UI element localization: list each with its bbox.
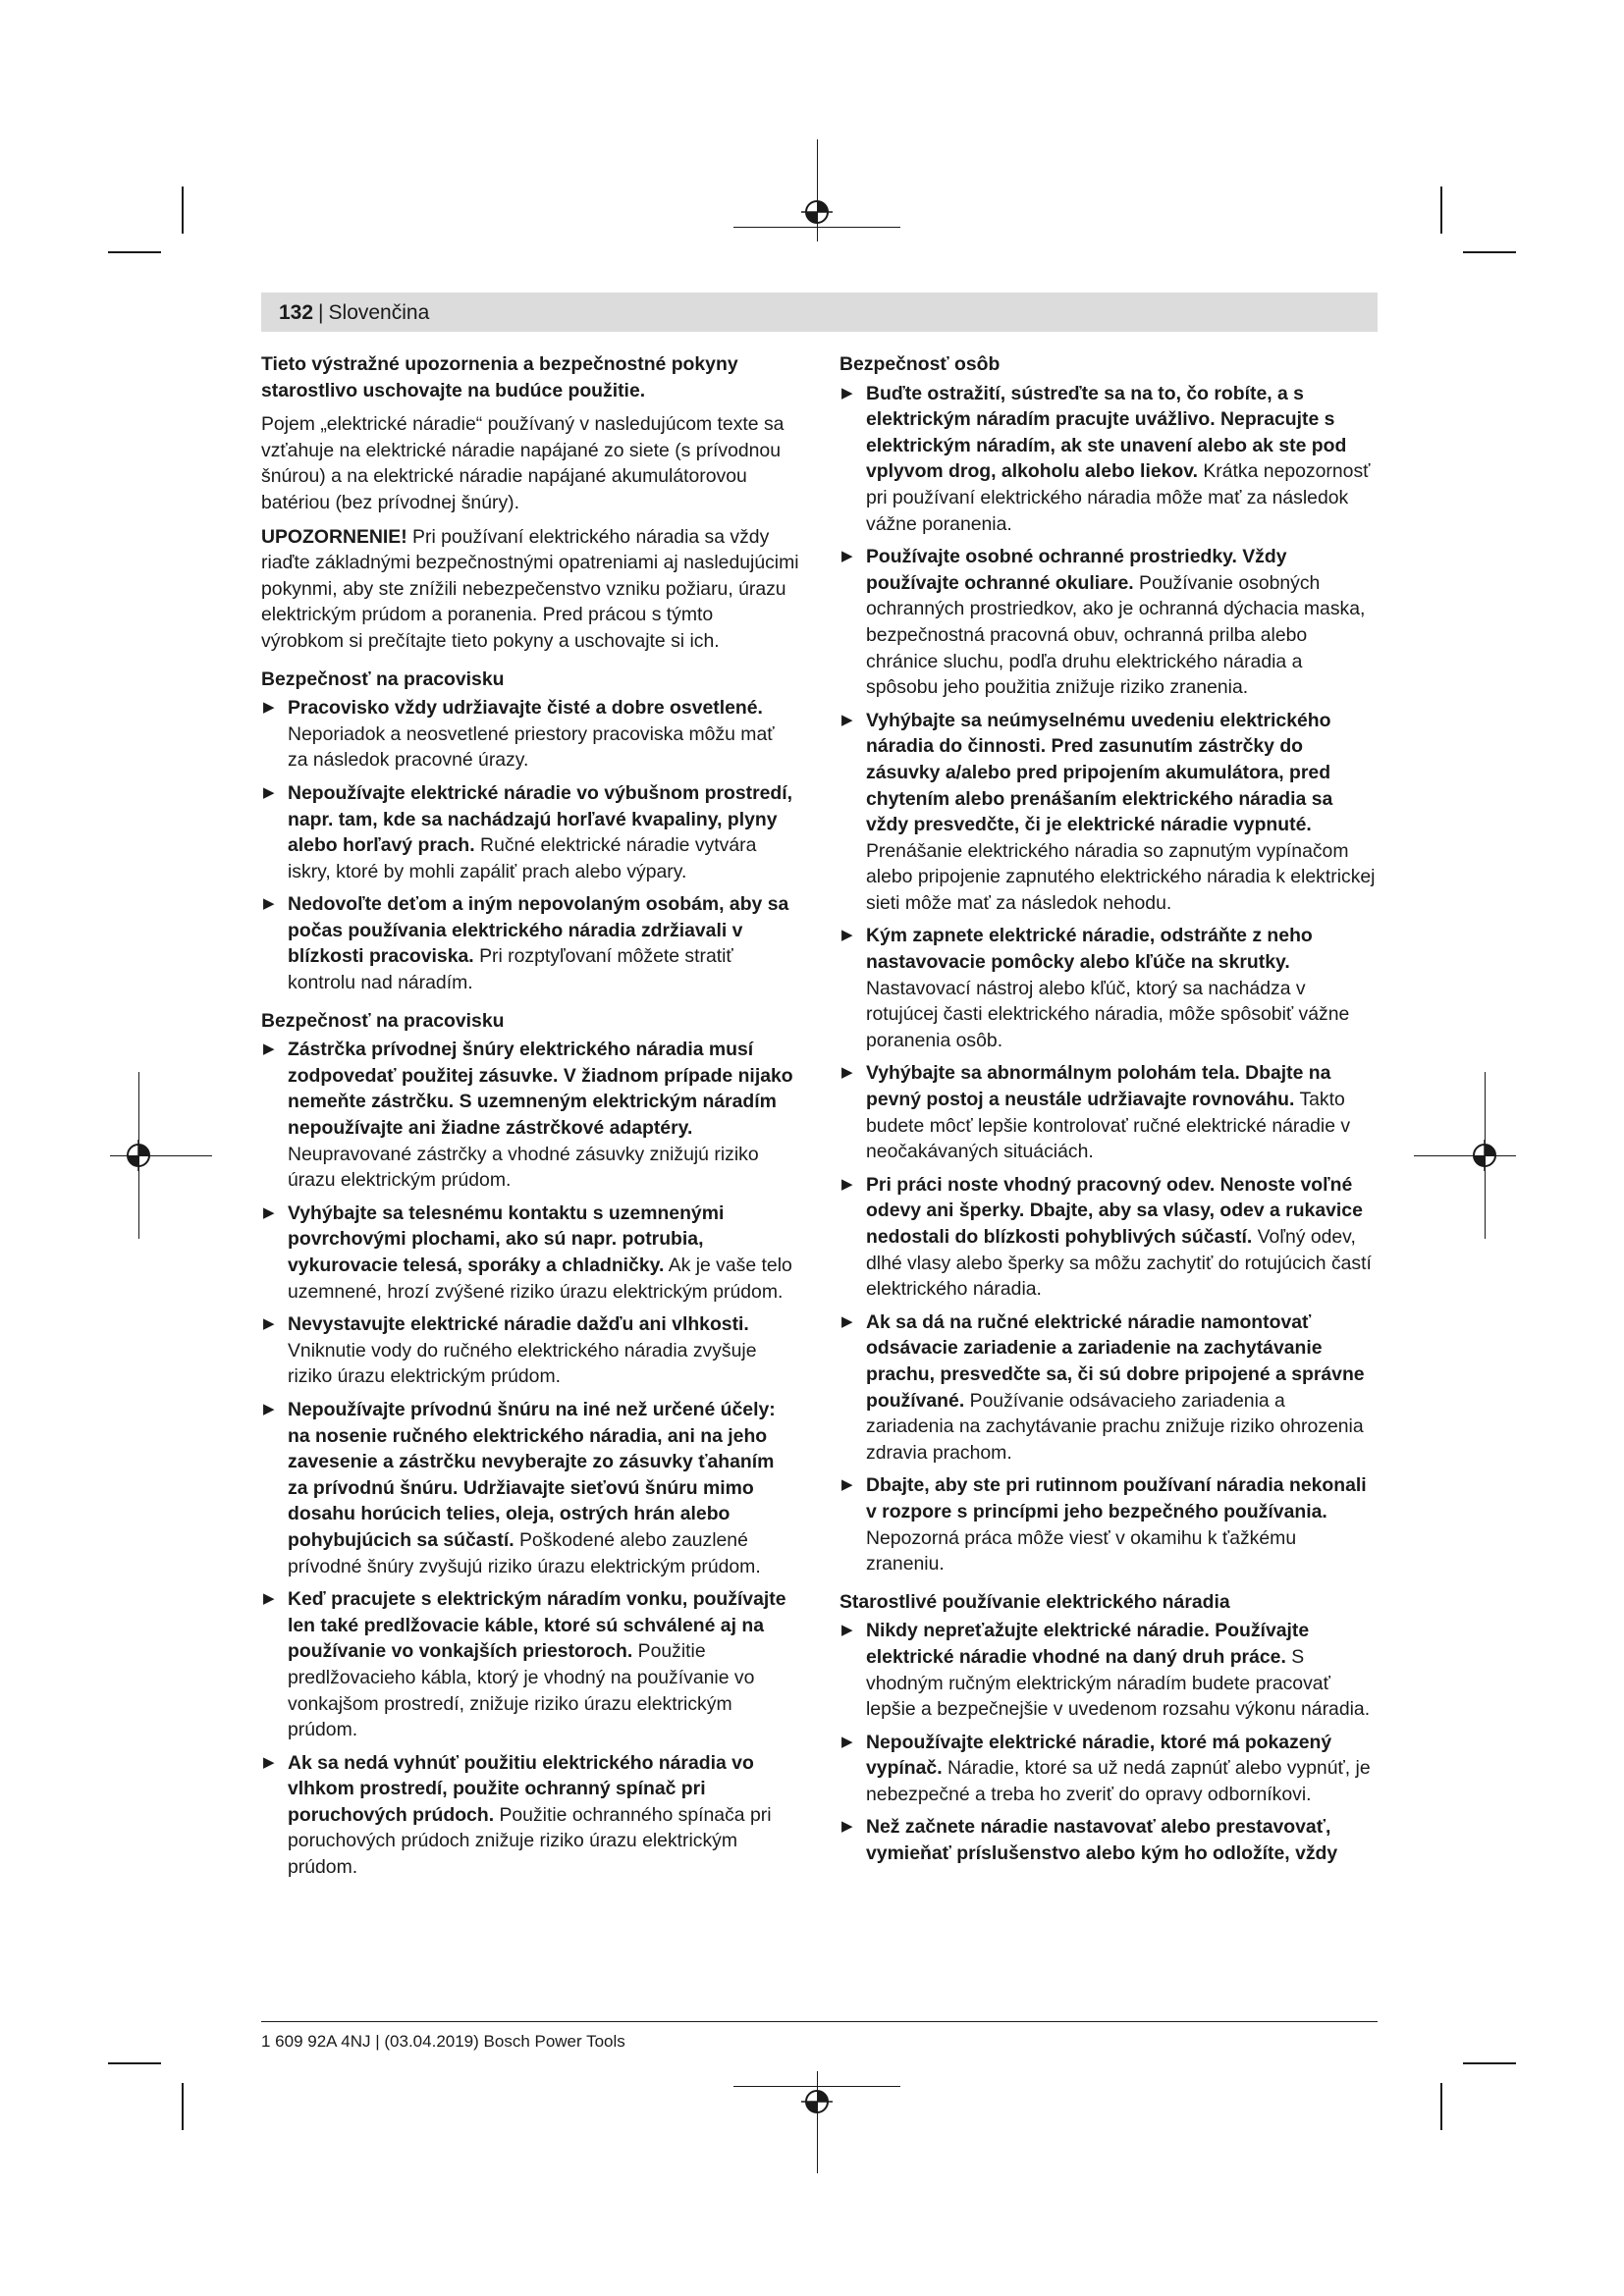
list-item xyxy=(839,923,1378,1053)
list-item xyxy=(839,1618,1378,1722)
item-text: Prenášanie elektrického náradia so zapnutým vypínačom alebo pripojenie zapnutého elektrického náradia k elektrickej sieti môže mať za následok nehodu. xyxy=(866,839,1376,914)
item-bold: Nevystavujte elektrické náradie dažďu ani vlhkosti. xyxy=(288,1313,749,1336)
list-item xyxy=(261,1586,799,1743)
triangle-right-icon: ▶ xyxy=(263,1400,275,1417)
list-item xyxy=(839,544,1378,701)
triangle-right-icon: ▶ xyxy=(263,783,275,801)
footer-rule xyxy=(261,2021,1378,2022)
list-item xyxy=(839,1472,1378,1576)
triangle-right-icon: ▶ xyxy=(263,1041,275,1058)
list-item xyxy=(261,1311,799,1390)
item-text: Použitie ochranného spínača pri poruchových prúdoch znižuje riziko úrazu elektrickým prúdom. xyxy=(288,1803,772,1879)
list-item xyxy=(261,891,799,995)
right-column xyxy=(839,351,1378,1874)
triangle-right-icon: ▶ xyxy=(841,927,853,944)
list-item xyxy=(261,1750,799,1881)
item-bold: Nedovoľte deťom a iným nepovolaným osobám, aby sa počas používania elektrického náradia zdržiavali v blízkosti pracoviska. xyxy=(288,893,789,968)
warning-text: Pri používaní elektrického náradia sa vždy riaďte základnými bezpečnostnými opatreniami aj nasledujúcimi pokynmi, aby ste znížili nebezpečenstvo vzniku požiaru, úrazu elektrickým prúdom a poranenia. Pred prácou s týmto výrobkom si prečítajte tieto pokyny a uschovajte si ich. xyxy=(261,525,799,652)
item-text: Používanie odsávacieho zariadenia a zariadenia na zachytávanie prachu znižuje riziko ohrozenia zdravia prachom. xyxy=(866,1389,1364,1464)
page-header xyxy=(279,301,429,325)
item-bold: Vyhýbajte sa neúmyselnému uvedeniu elektrického náradia do činnosti. Pred zasunutím zástrčky do zásuvky a/alebo pred pripojením akumulátora, pred chytením alebo prenášaním elektrického náradia sa vždy presvedčte, či je elektrické náradie vypnuté. xyxy=(866,709,1333,836)
footer: 1 609 92A 4NJ | (03.04.2019) Bosch Power Tools xyxy=(261,2032,625,2051)
warning-paragraph xyxy=(261,524,799,655)
triangle-right-icon: ▶ xyxy=(841,1622,853,1639)
item-text: Neupravované zástrčky a vhodné zásuvky znižujú riziko úrazu elektrickým prúdom. xyxy=(288,1143,759,1192)
item-text: Takto budete môcť lepšie kontrolovať ručné elektrické náradie v neočakávaných situáciách. xyxy=(866,1089,1351,1163)
triangle-right-icon: ▶ xyxy=(263,1753,275,1771)
item-bold: Ak sa nedá vyhnúť použitiu elektrického náradia vo vlhkom prostredí, použite ochranný spínač pri poruchových prúdoch. xyxy=(288,1751,754,1826)
triangle-right-icon: ▶ xyxy=(841,384,853,401)
item-bold: Pracovisko vždy udržiavajte čisté a dobre osvetlené. xyxy=(288,697,763,720)
list-item xyxy=(839,1309,1378,1467)
list-item xyxy=(839,1814,1378,1866)
triangle-right-icon: ▶ xyxy=(841,1476,853,1494)
triangle-right-icon: ▶ xyxy=(841,1733,853,1750)
item-bold: Vyhýbajte sa abnormálnym polohám tela. Dbajte na pevný postoj a neustále udržiavajte rovnováhu. xyxy=(866,1062,1331,1111)
triangle-right-icon: ▶ xyxy=(841,1818,853,1836)
section-heading-tool-use: Starostlivé používanie elektrického náradia xyxy=(839,1590,1230,1613)
item-text: Krátka nepozornosť pri používaní elektrického náradia môže mať za následok vážne poranenia. xyxy=(866,460,1371,535)
list-item xyxy=(261,695,799,774)
section-heading-workplace: Bezpečnosť na pracovisku xyxy=(261,667,505,690)
item-text: Nepozorná práca môže viesť v okamihu k ťažkému zraneniu. xyxy=(866,1526,1297,1575)
crosshair-icon xyxy=(123,1140,154,1171)
triangle-right-icon: ▶ xyxy=(841,711,853,728)
crop-mark xyxy=(1440,2083,1442,2130)
item-bold: Používajte osobné ochranné prostriedky. Vždy používajte ochranné okuliare. xyxy=(866,546,1287,594)
item-bold: Pri práci noste vhodný pracovný odev. Nenoste voľné odevy ani šperky. Dbajte, aby sa vlasy, odev a rukavice nedostali do blízkosti pohyblivých súčastí. xyxy=(866,1173,1363,1248)
item-bold: Nepoužívajte elektrické náradie vo výbušnom prostredí, napr. tam, kde sa nachádzajú horľavé kvapaliny, plyny alebo horľavý prach. xyxy=(288,781,793,857)
item-bold: Nepoužívajte prívodnú šnúru na iné než určené účely: na nosenie ručného elektrického náradia, ani na jeho zavesenie a zástrčku nevyberajte zo zásuvky ťahaním za prívodnú šnúru. Udržiavajte sieťovú šnúru mimo dosahu horúcich telies, oleja, ostrých hrán alebo pohybujúcich sa súčastí. xyxy=(288,1398,776,1551)
item-text: S vhodným ručným elektrickým náradím budete pracovať lepšie a bezpečnejšie v uvedenom rozsahu výkonu náradia. xyxy=(866,1645,1371,1721)
triangle-right-icon: ▶ xyxy=(263,1590,275,1608)
item-text: Používanie osobných ochranných prostriedkov, ako je ochranná dýchacia maska, bezpečnostná pracovná obuv, ochranná prilba alebo chránice sluchu, podľa druhu elektrického náradia a spôsobu jeho použitia znižuje riziko zranenia. xyxy=(866,571,1366,699)
list-item xyxy=(839,708,1378,917)
triangle-right-icon: ▶ xyxy=(841,1064,853,1082)
item-bold: Vyhýbajte sa telesnému kontaktu s uzemnenými povrchovými plochami, ako sú napr. potrubia, vykurovacie telesá, sporáky a chladničky. xyxy=(288,1201,725,1276)
list-item xyxy=(261,1201,799,1305)
warning-label: UPOZORNENIE! xyxy=(261,525,407,548)
crop-mark xyxy=(108,251,161,253)
crop-mark xyxy=(1463,2062,1516,2064)
header-separator: | xyxy=(318,301,324,324)
item-text: Náradie, ktoré sa už nedá zapnúť alebo vypnúť, je nebezpečné a treba ho zveriť do opravy odborníkovi. xyxy=(866,1757,1371,1805)
item-bold: Kým zapnete elektrické náradie, odstráňte z neho nastavovacie pomôcky alebo kľúče na skrutky. xyxy=(866,925,1313,974)
triangle-right-icon: ▶ xyxy=(263,699,275,717)
triangle-right-icon: ▶ xyxy=(841,1312,853,1330)
crop-mark xyxy=(1463,251,1516,253)
item-text: Ručné elektrické náradie vytvára iskry, ktoré by mohli zapáliť prach alebo výpary. xyxy=(288,834,757,882)
page-number: 132 xyxy=(279,301,314,324)
triangle-right-icon: ▶ xyxy=(263,1315,275,1333)
item-text: Neporiadok a neosvetlené priestory pracoviska môžu mať za následok pracovné úrazy. xyxy=(288,722,775,772)
item-text: Vniknutie vody do ručného elektrického náradia zvyšuje riziko úrazu elektrickým prúdom. xyxy=(288,1339,757,1388)
item-text: Pri rozptyľovaní môžete stratiť kontrolu nad náradím. xyxy=(288,945,733,994)
triangle-right-icon: ▶ xyxy=(263,1203,275,1221)
list-item xyxy=(839,381,1378,538)
item-bold: Keď pracujete s elektrickým náradím vonku, používajte len také predlžovacie káble, ktoré sú schválené aj na používanie vo vonkajších priestoroch. xyxy=(288,1588,786,1663)
item-text: Nastavovací nástroj alebo kľúč, ktorý sa nachádza v rotujúcej časti elektrického náradia, môže spôsobiť vážne poranenia osôb. xyxy=(866,977,1350,1051)
item-bold: Nikdy nepreťažujte elektrické náradie. Používajte elektrické náradie vhodné na daný druh práce. xyxy=(866,1620,1310,1668)
item-text: Ak je vaše telo uzemnené, hrozí zvýšené riziko úrazu elektrickým prúdom. xyxy=(288,1255,792,1303)
language-label: Slovenčina xyxy=(328,301,430,324)
item-bold: Než začnete náradie nastavovať alebo prestavovať, vymieňať príslušenstvo alebo kým ho odložíte, vždy xyxy=(866,1816,1338,1865)
list-item xyxy=(839,1730,1378,1808)
crosshair-icon xyxy=(801,196,833,228)
list-item xyxy=(839,1060,1378,1164)
item-text: Voľný odev, dlhé vlasy alebo šperky sa môžu zachytiť do rotujúcich častí elektrického náradia. xyxy=(866,1226,1372,1301)
item-text: Použitie predlžovacieho kábla, ktorý je vhodný na používanie vo vonkajšom prostredí, znižuje riziko úrazu elektrickým prúdom. xyxy=(288,1640,755,1741)
triangle-right-icon: ▶ xyxy=(841,1175,853,1193)
item-bold: Ak sa dá na ručné elektrické náradie namontovať odsávacie zariadenie a zariadenie na zachytávanie prachu, presvedčte sa, či sú dobre pripojené a správne používané. xyxy=(866,1310,1365,1412)
item-bold: Dbajte, aby ste pri rutinnom používaní náradia nekonali v rozpore s princípmi jeho bezpečného používania. xyxy=(866,1474,1367,1522)
intro-paragraph: Pojem „elektrické náradie“ používaný v nasledujúcom texte sa vzťahuje na elektrické náradie napájané zo siete (s prívodnou šnúrou) a na elektrické náradie napájané akumulátorovou batériou (bez prívodnej šnúry). xyxy=(261,413,785,513)
item-bold: Buďte ostražití, sústreďte sa na to, čo robíte, a s elektrickým náradím pracujte uvážlivo. Nepracujte s elektrickým náradím, ak ste unavení alebo ak ste pod vplyvom drog, alkoholu alebo liekov. xyxy=(866,382,1347,483)
triangle-right-icon: ▶ xyxy=(263,895,275,913)
item-bold: Zástrčka prívodnej šnúry elektrického náradia musí zodpovedať použitej zásuvke. V žiadnom prípade nijako nemeňte zástrčku. S uzemneným elektrickým náradím nepoužívajte ani žiadne zástrčkové adaptéry. xyxy=(288,1039,793,1140)
intro-bold: Tieto výstražné upozornenia a bezpečnostné pokyny starostlivo uschovajte na budúce použitie. xyxy=(261,353,738,401)
crop-mark xyxy=(1440,187,1442,234)
list-item xyxy=(261,1037,799,1194)
crop-mark xyxy=(182,2083,184,2130)
crop-mark xyxy=(182,187,184,234)
item-text: Poškodené alebo zauzlené prívodné šnúry zvyšujú riziko úrazu elektrickým prúdom. xyxy=(288,1528,761,1577)
list-item xyxy=(839,1172,1378,1303)
section-heading-personal: Bezpečnosť osôb xyxy=(839,353,1001,375)
crop-mark xyxy=(108,2062,161,2064)
crosshair-icon xyxy=(801,2086,833,2117)
list-item xyxy=(261,780,799,884)
section-heading-electrical: Bezpečnosť na pracovisku xyxy=(261,1009,505,1032)
left-column xyxy=(261,351,799,1888)
crosshair-icon xyxy=(1469,1140,1500,1171)
list-item xyxy=(261,1397,799,1579)
registration-line xyxy=(1414,1155,1516,1156)
item-bold: Nepoužívajte elektrické náradie, ktoré má pokazený vypínač. xyxy=(866,1731,1332,1780)
triangle-right-icon: ▶ xyxy=(841,548,853,565)
page-header-bar xyxy=(261,293,1378,332)
